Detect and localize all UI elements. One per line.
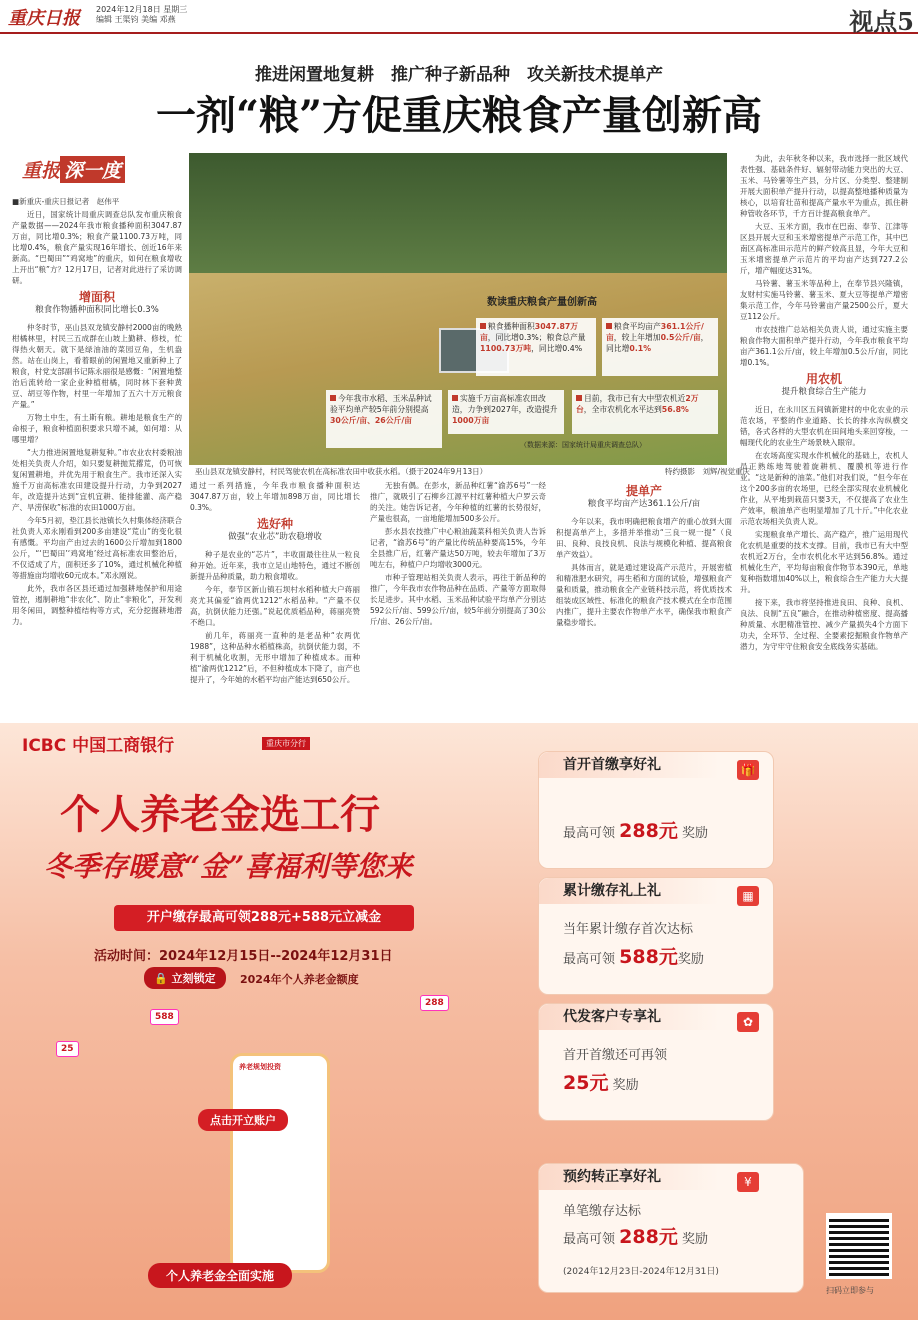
box1-tail: ，同比增0.3%；粮食总产量: [487, 333, 586, 342]
info-box-4: [448, 390, 564, 434]
qr-label: 扫码立即参与: [826, 1286, 874, 1295]
info-box-3: [326, 390, 442, 448]
photo-caption: 巫山县双龙镇安静村，村民驾驶农机在高标准农田中收获水稻。（摄于2024年9月13日）: [195, 467, 488, 476]
box5-tail: ，全市农机化水平达到: [583, 405, 662, 414]
issue-meta: [96, 5, 296, 25]
reward-card-1: [538, 751, 774, 869]
stamp-b: 深一度: [60, 156, 125, 183]
bullet-square-icon: [452, 395, 458, 401]
paragraph: 通过一系列措施，今年我市粮食播种面积达3047.87万亩，较上年增加898万亩，同比增长0.3%。: [190, 481, 360, 512]
open-account-button[interactable]: 点击开立账户: [198, 1109, 288, 1131]
ad-title: 个人养老金选工行: [60, 791, 380, 838]
icbc-logo: ICBC 中国工商银行: [22, 736, 175, 756]
section-label: 视点5: [849, 7, 914, 36]
paragraph: 无独有偶。在彭水，新品种红薯“渝苏6号”一经推广，就吸引了石柳乡江源平村红薯种植大户罗云奇的关注。她告诉记者，今年种植的红薯的长势很好，产量也很高，一亩地能增加500多公斤。: [370, 481, 546, 523]
infographic-title: 数读重庆粮食产量创新高: [487, 297, 597, 308]
ad-offer-pill: 开户缴存最高可领288元+588元立减金: [114, 905, 414, 931]
section-title-4: 用农机: [805, 372, 842, 386]
gift-icon: 🎁: [737, 760, 759, 780]
column-right: [740, 153, 908, 703]
bullet-square-icon: [330, 395, 336, 401]
section-line-1: 粮食作物播种面积同比增长0.3%: [35, 305, 159, 315]
reward-card-4: [538, 1163, 804, 1293]
card-line0: 首开首缴还可再领: [563, 1048, 668, 1063]
issue-date: 2024年12月18日 星期三: [96, 5, 188, 14]
branch-label: 重庆市分行: [262, 737, 310, 750]
section-line-4: 提升粮食综合生产能力: [781, 387, 867, 397]
box2-value3: 0.1%: [629, 344, 652, 353]
lead-paragraph: 近日，国家统计局重庆调查总队发布重庆粮食产量数据——2024年我市粮食播种面积3047.87万亩，同比增0.3%；粮食产量1100.73万吨，同比增0.4%，粮食产量实现16年增长、创近16年来新高。“巴蜀田”“鸡窝地”的重庆，如何在粮食增收上开出“粮”方？12月17日，记者对此进行了采访调研。: [12, 210, 182, 285]
article-kicker: 推进闲置地复耕 推广种子新品种 攻关新技术提单产: [255, 65, 663, 85]
phone-title: 养老规划投资: [239, 1063, 281, 1071]
paragraph: 彭水县农技推广中心粮油蔬菜科相关负责人告诉记者，“渝苏6号”的产量比传统品种要高15%，今年全县推广后，红薯产量达50万吨，较去年增加了3万吨左右，种植户户均增收3000元。: [370, 527, 546, 569]
stack-icon: ▦: [737, 886, 759, 906]
box1-value2: 1100.73万吨: [480, 344, 532, 353]
box3-text: 今年我市水稻、玉米品种试验平均单产较5年前分别提高: [330, 394, 432, 414]
paragraph: 在农场高度实现水作机械化的基础上，农机人员正熟练地驾驶着旋耕机、覆膜机等进行作业。“这是新种的油菜。”他们对我们说，“但今年在这个200多亩的农场里，已经全部实现农业机械化作业，从平地到栽苗只要3天，不仅提高了农业生产效率，粮油单产也明显增加了几十斤。”中化农业示范农场相关负责人说。: [740, 451, 908, 526]
editors: 编辑 王渠钧 美编 邓燕: [96, 15, 176, 24]
paragraph: 今年，奉节区新山镇石坝村水稻种植大户蒋丽亮尤其偏爱“渝两优1212”水稻品种。“产量不仅高，抗倒伏能力还强。”说起优质稻品种，蒋丽亮赞不绝口。: [190, 585, 360, 627]
card-title: 累计缴存礼上礼: [539, 878, 719, 904]
paragraph: 种子是农业的“芯片”，丰收面最往往从一粒良种开始。近年来，我市立足山地特色，通过不断创新提升品种质量，助力粮食增收。: [190, 550, 360, 581]
card-line: 最高可领 588元奖励: [563, 946, 704, 968]
page-header: [0, 0, 918, 34]
box4-value: 1000万亩: [452, 416, 490, 425]
box2-value: 361.1公斤/亩: [606, 322, 704, 342]
paragraph: 接下来，我市将坚持推进良田、良种、良机、良法、良制“五良”融合，在推动种植密度、提高播种质量、水肥精准管控、减少产量损失4个方面下功夫，全环节、全过程、全要素挖掘粮食作物单产潜力，为守牢守住粮食安全底线务实基础。: [740, 598, 908, 651]
paragraph: “大力推进闲置地复耕复种。”市农业农村委粮油处相关负责人介绍，如只要复耕抛荒撂荒，仍可恢复闲置耕地，并优先用于粮食生产。我市还深入实施千万亩高标准农田建设提升行动，力争到2027年，改造提升达到“宜机宜耕、能排能灌、高产稳产、旱涝保收”标准的农田1000万亩。: [12, 448, 182, 512]
badge-25: 25: [56, 1041, 79, 1057]
paragraph: 今年以来，我市明确把粮食增产的重心放到大面积提高单产上，多措并举推动“三良一规一提”（良田、良种、良技良机、良法与规模化种植、提高粮食单产效益）。: [556, 517, 732, 559]
column-mid-3: [556, 480, 732, 702]
lock-button[interactable]: 🔒 立刻锁定: [144, 967, 226, 989]
box4-text: 实施千万亩高标准农田改造，力争到2027年，改造提升: [452, 394, 558, 414]
reward-card-2: [538, 877, 774, 995]
section-title-2: 选好种: [256, 517, 293, 531]
box1-value: 3047.87万亩: [480, 322, 579, 342]
reward-card-3: [538, 1003, 774, 1121]
ad-time: 活动时间：2024年12月15日--2024年12月31日: [94, 949, 393, 964]
icbc-advertisement: [0, 723, 918, 1320]
paragraph: 为此，去年秋冬种以来，我市选择一批区域代表性强、基础条件好、辐射带动能力突出的大豆、玉米、马铃薯等生产县，分片区、分类型、整建制开展大面积单产提升行动，以提高整地播种质量为核心，以培育壮苗和提高产量水平为重点，抓住耕种管收各环节，千方百计提高粮食单产。: [740, 154, 908, 218]
info-box-2: [602, 318, 718, 376]
paragraph: 仲冬时节，巫山县双龙镇安静村2000亩的晚熟柑橘林里，村民三五成群在山坡上勤耕、修枝，忙得热火朝天。就下是绿油油的菜园豆角，生机盎然。站在山岗上，看着眼前的闲置地又重新种上了粮食，村党支部副书记陈永丽很是感慨：“闲置地整治后流转给一家企业种植柑橘，同时林下套种黄豆、胡豆等作物，村里一年增加了五六十万元粮食产量。”: [12, 323, 182, 409]
photo-credit: 特约摄影 刘辉/视觉重庆: [665, 467, 751, 476]
lock-quota-label: 2024年个人养老金额度: [240, 973, 359, 986]
paragraph: 今年5月初，垫江县长池镇长久村集体经济联合社负责人邓永刚看到200多亩建设“荒山”的变化很有感慨。平均亩产由过去的1600公斤增加到1800公斤，“‘巴蜀田’‘鸡窝地’经过高标准农田整治后，不仅适成了片，面积还多了10%，通过机械化种植等措施亩均增收60元成本。”邓永刚说。: [12, 516, 182, 580]
info-box-5: [572, 390, 718, 434]
ad-footer: 个人养老金全面实施: [148, 1263, 292, 1288]
box2-value2: 0.5公斤/亩: [660, 333, 701, 342]
section-title-3: 提单产: [625, 484, 662, 498]
box2-tail2: ，同比增: [606, 333, 709, 353]
paragraph: 市种子管理站相关负责人表示，再往于新品种的推广，今年我市农作物品种在品质、产量等方面取得长足进步。其中水稻、玉米品种试验平均单产分别达592公斤/亩、599公斤/亩，较5年前分别提高了30公斤/亩、26公斤/亩。: [370, 573, 546, 626]
badge-288: 288: [420, 995, 449, 1011]
paragraph: 实现粮食单产增长、高产稳产，推广运用现代化农机是重要的技术支撑。目前，我市已有大中型农机近2万台，全市农机化水平达到56.8%。通过机械化生产，平均每亩粮食作物节本390元，单地复种指数增加40%以上，粮食综合生产能力大大提升。: [740, 530, 908, 594]
data-source: （数据来源：国家统计局重庆调查总队）: [520, 441, 646, 449]
paragraph: 市农技推广总站相关负责人说，通过实施主要粮食作物大面积单产提升行动，今年我市粮食平均亩产361.1公斤/亩，较上年增加0.5公斤/亩，同比增0.1%。: [740, 325, 908, 367]
paragraph: 马铃薯、薯玉米等品种上，在奉节县兴隆镇，友财村实施马铃薯、薯玉米、夏大豆等提单产增密集示范工作，今年马铃薯亩产量2500公斤，夏大豆112公斤。: [740, 279, 908, 321]
paragraph: 具体而言，就是通过建设高产示范片，开展密植和精准肥水研究，再生稻和方面的试验，增强粮食产量和质量，推动粮食全产业链科技示范，将优质技术组装成区域性、标准化的粮食产技术模式在全市范围内推广，提升主要农作物单产水平，确保我市粮食产量稳步增长。: [556, 563, 732, 627]
box2-tail: ，较上年增加: [613, 333, 661, 342]
box5-text: 目前，我市已有大中型农机近: [584, 394, 686, 403]
bullet-square-icon: [480, 323, 486, 329]
photo-trees: [189, 153, 727, 273]
column-left: [12, 196, 182, 702]
card-note: (2024年12月23日-2024年12月31日): [563, 1267, 719, 1277]
column-stamp: [22, 156, 160, 186]
red-envelope-icon: ¥: [737, 1172, 759, 1192]
paragraph: 万物土中生，有土斯有粮。耕地是粮食生产的命根子，粮食种植面积要求只增不减，如何增：从哪里增？: [12, 413, 182, 444]
box3-value: 30公斤/亩、26公斤/亩: [330, 416, 412, 425]
box5-value2: 56.8%: [661, 405, 689, 414]
box1-label: 粮食播种面积: [488, 322, 535, 331]
section-line-2: 做强“农业芯”助农稳增收: [228, 532, 322, 542]
box1-tail2: ，同比增0.4%: [531, 344, 583, 353]
card-line0: 当年累计缴存首次达标: [563, 922, 694, 937]
paragraph: 此外，我市各区县还通过加强耕地保护和用途管控，遏制耕地“非农化”、防止“非粮化”，开发利用冬闲田，调整种植结构等方式，充分挖掘耕地潜力。: [12, 584, 182, 626]
paragraph: 近日，在永川区五间镇新建村的中化农业的示范农场，平整的作业道路、长长的排水沟纵横交错，各式各样的大型农机在田间地头来回穿梭，一幅现代化的农业生产场景映入眼帘。: [740, 405, 908, 447]
newspaper-logo: 重庆日报: [8, 8, 80, 29]
badge-588: 588: [150, 1009, 179, 1025]
box2-label: 粮食平均亩产: [614, 322, 661, 331]
section-line-3: 粮食平均亩产达361.1公斤/亩: [587, 499, 701, 509]
card-line0: 单笔缴存达标: [563, 1204, 642, 1219]
card-title: 首开首缴享好礼: [539, 752, 719, 778]
phone-mockup: [230, 1053, 330, 1273]
column-mid-2: [370, 480, 546, 702]
lock-label: 立刻锁定: [171, 972, 216, 985]
card-line: 25元 奖励: [563, 1072, 639, 1094]
bullet-square-icon: [576, 395, 582, 401]
card-title: 预约转正享好礼: [539, 1164, 719, 1190]
flower-icon: ✿: [737, 1012, 759, 1032]
paragraph: 大豆、玉米方面，我市在巴南、奉节、江津等区县开展大豆和玉米增密提单产示范工作，其中巴南区高标准田示范片的鲜产较高且显，今年大豆和玉米增密提单产示范片的平均亩产达到727.2公斤，增产幅度达31%。: [740, 222, 908, 275]
qr-code[interactable]: [826, 1213, 892, 1279]
stamp-a: 重报: [22, 160, 61, 182]
byline: ■新重庆-重庆日报记者 赵伟平: [12, 197, 120, 206]
article-headline: 一剂“粮”方促重庆粮食产量创新高: [155, 92, 762, 139]
box5-value: 2万台: [576, 394, 699, 414]
column-mid-1: [190, 480, 360, 702]
card-title: 代发客户专享礼: [539, 1004, 719, 1030]
bullet-square-icon: [606, 323, 612, 329]
card-line: 最高可领 288元 奖励: [563, 1226, 708, 1248]
ad-subtitle: 冬季存暖意“金”喜福利等您来: [44, 850, 413, 883]
paragraph: 前几年，蒋丽亮一直种的是老品种“农两优1988”，这种品种水稻植株高，抗倒伏能力弱，不利于机械化收割，无形中增加了种植成本。而种植“渝两优1212”后，不但种植成本下降了，亩产也提升了，今年她的水稻平均亩产能达到650公斤。: [190, 631, 360, 684]
info-box-1: [476, 318, 596, 376]
section-title-1: 增面积: [78, 290, 115, 304]
card-line: 最高可领 288元 奖励: [563, 820, 708, 842]
